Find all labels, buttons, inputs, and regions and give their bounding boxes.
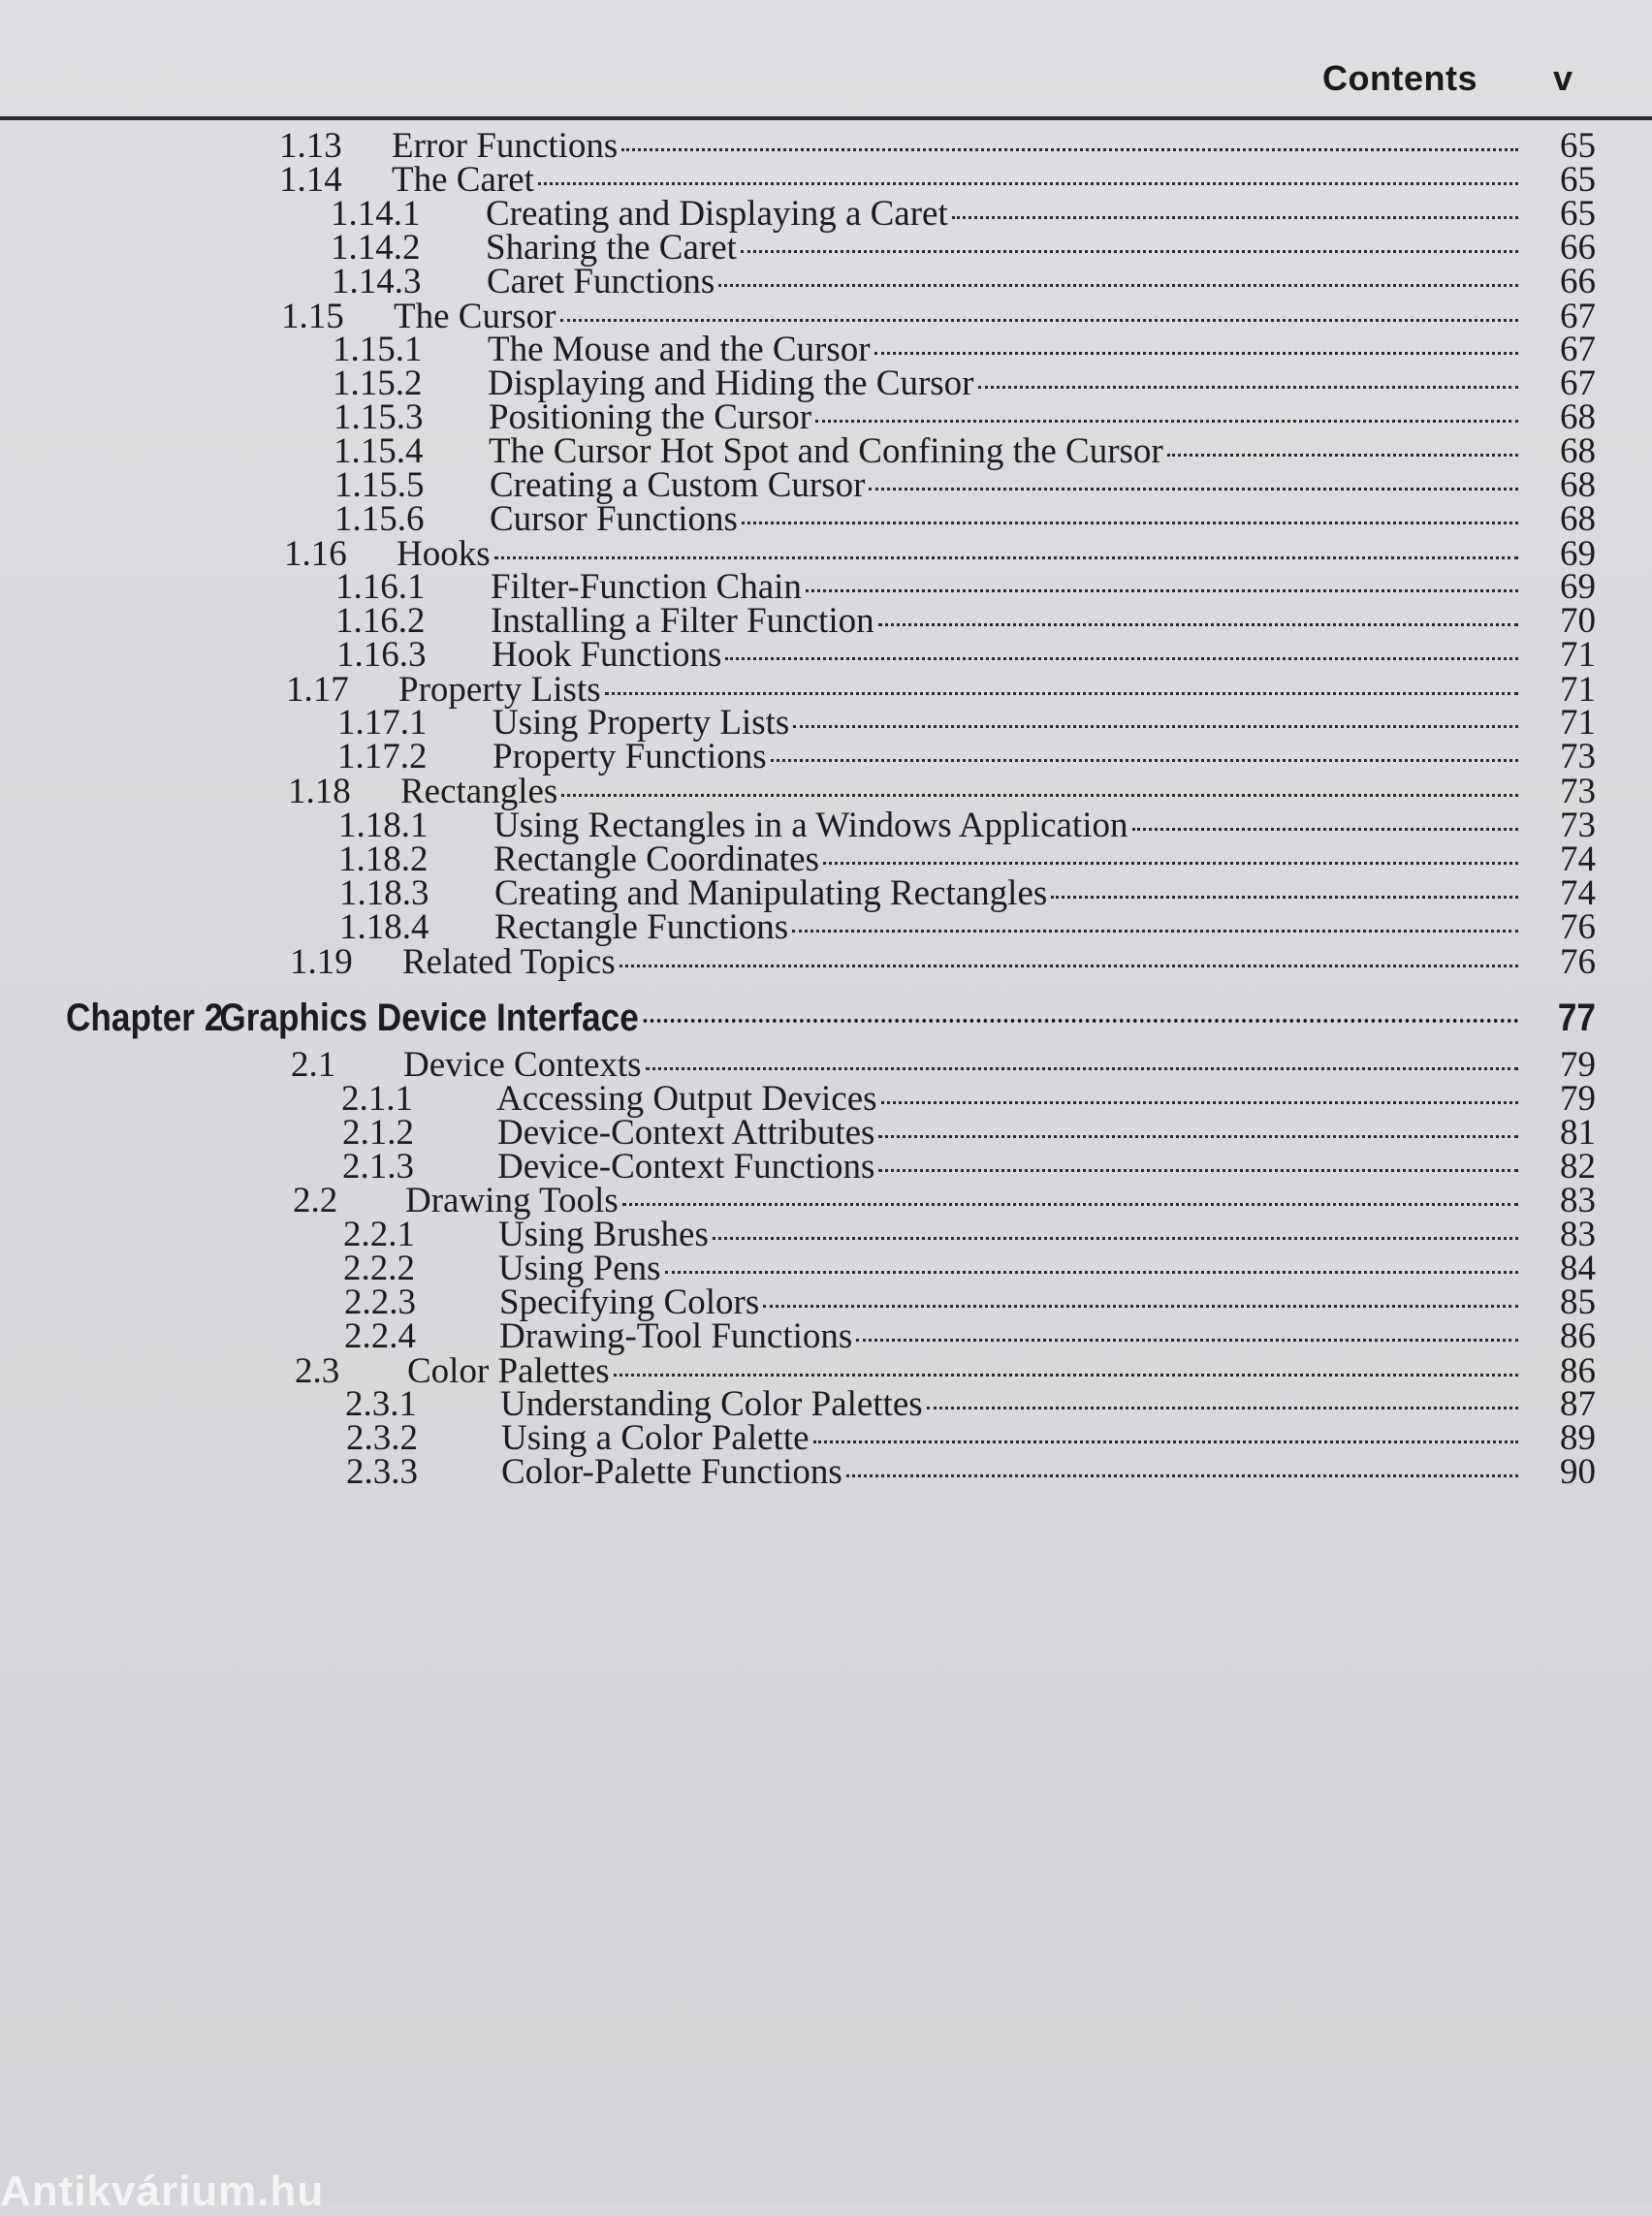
section-number: 1.16.3 <box>336 635 427 675</box>
section-title: Cursor Functions <box>490 499 738 539</box>
page-number: 73 <box>1560 772 1596 811</box>
header-page-number: v <box>1552 58 1573 98</box>
section-number: 1.17.1 <box>337 703 428 743</box>
section-number: 1.18 <box>288 772 351 811</box>
section-title: Using Property Lists <box>492 703 790 743</box>
section-title: Device-Context Attributes <box>497 1113 875 1153</box>
section-title: Using a Color Palette <box>501 1418 810 1458</box>
chapter-label: Chapter 2 <box>66 997 224 1039</box>
section-title: Using Brushes <box>498 1215 709 1254</box>
dot-leader <box>561 794 1518 797</box>
section-title: The Cursor <box>394 297 556 336</box>
dot-leader <box>846 1474 1518 1477</box>
page-number: 68 <box>1560 431 1596 471</box>
page-number: 79 <box>1560 1079 1596 1119</box>
section-number: 1.15.2 <box>333 364 423 403</box>
section-title: Error Functions <box>392 126 619 166</box>
section-title: Displaying and Hiding the Cursor <box>488 364 974 403</box>
section-title: Installing a Filter Function <box>491 601 874 641</box>
dot-leader <box>952 216 1518 219</box>
page-number: 71 <box>1560 635 1596 675</box>
running-header <box>0 39 1652 120</box>
page-number: 76 <box>1560 907 1596 947</box>
dot-leader <box>874 352 1518 355</box>
toc-subsection-row <box>346 1448 1596 1497</box>
section-number: 1.18.4 <box>339 907 429 947</box>
dot-leader <box>665 1271 1518 1274</box>
section-title: The Cursor Hot Spot and Confining the Cursor <box>489 431 1163 471</box>
dot-leader <box>793 725 1518 728</box>
dot-leader <box>815 420 1518 423</box>
page-number: 69 <box>1560 534 1596 574</box>
section-title: Drawing Tools <box>405 1181 619 1220</box>
dot-leader <box>713 1237 1518 1240</box>
section-number: 1.18.2 <box>338 839 429 879</box>
page-number: 76 <box>1560 942 1596 982</box>
section-title: Using Pens <box>498 1249 661 1288</box>
section-title: The Caret <box>392 160 534 200</box>
section-title: Using Rectangles in a Windows Application <box>493 806 1128 845</box>
section-number: 2.3.1 <box>345 1384 417 1424</box>
dot-leader <box>978 386 1518 389</box>
page-number: 67 <box>1560 330 1596 369</box>
dot-leader <box>644 1019 1519 1023</box>
section-number: 2.3 <box>295 1351 340 1391</box>
page-number: 87 <box>1560 1384 1596 1424</box>
section-number: 2.2.3 <box>344 1282 416 1322</box>
header-title: Contents <box>1322 58 1477 98</box>
page-number: 68 <box>1560 397 1596 437</box>
dot-leader <box>620 965 1518 967</box>
section-title: Specifying Colors <box>499 1282 760 1322</box>
section-number: 1.16.2 <box>335 601 426 641</box>
page-number: 81 <box>1560 1113 1596 1153</box>
section-number: 2.2.2 <box>343 1249 415 1288</box>
section-number: 2.3.2 <box>346 1418 418 1458</box>
dot-leader <box>806 589 1518 592</box>
dot-leader <box>725 657 1518 660</box>
page-number: 86 <box>1560 1316 1596 1356</box>
dot-leader <box>878 1135 1518 1138</box>
page-number: 65 <box>1560 126 1596 166</box>
section-title: Creating and Manipulating Rectangles <box>494 873 1048 913</box>
section-number: 2.1.1 <box>341 1079 413 1119</box>
page-number: 73 <box>1560 806 1596 845</box>
section-number: 1.17.2 <box>337 737 428 776</box>
section-title: Rectangle Coordinates <box>493 839 819 879</box>
page-number: 89 <box>1560 1418 1596 1458</box>
section-title: Device-Context Functions <box>497 1147 875 1187</box>
dot-leader <box>742 522 1518 524</box>
section-number: 1.15 <box>281 297 344 336</box>
page-number: 68 <box>1560 499 1596 539</box>
toc-chapter-row <box>66 991 1596 1045</box>
page-number: 82 <box>1560 1147 1596 1187</box>
page-number: 74 <box>1560 839 1596 879</box>
dot-leader <box>621 148 1518 151</box>
section-title: Related Topics <box>402 942 616 982</box>
section-title: Caret Functions <box>487 262 715 301</box>
toc-section-row <box>290 938 1596 987</box>
section-title: Positioning the Cursor <box>489 397 812 437</box>
section-title: Drawing-Tool Functions <box>499 1316 853 1356</box>
dot-leader <box>1051 896 1518 899</box>
dot-leader <box>718 284 1518 287</box>
dot-leader <box>771 759 1518 762</box>
page-number: 90 <box>1560 1452 1596 1492</box>
page-number: 67 <box>1560 297 1596 336</box>
section-title: Color-Palette Functions <box>501 1452 842 1492</box>
section-title: Device Contexts <box>403 1045 642 1085</box>
section-title: Property Functions <box>492 737 767 776</box>
section-number: 1.15.3 <box>334 397 424 437</box>
page-number: 70 <box>1560 601 1596 641</box>
section-number: 2.1.2 <box>342 1113 414 1153</box>
dot-leader <box>1167 454 1518 457</box>
section-title: Rectangles <box>400 772 558 811</box>
section-number: 2.3.3 <box>346 1452 418 1492</box>
watermark: Antikvárium.hu <box>0 2168 325 2215</box>
section-number: 2.2.1 <box>343 1215 415 1254</box>
dot-leader <box>494 556 1518 559</box>
dot-leader <box>605 692 1518 695</box>
dot-leader <box>763 1305 1518 1308</box>
page-number: 67 <box>1560 364 1596 403</box>
section-title: Accessing Output Devices <box>496 1079 877 1119</box>
page-number: 73 <box>1560 737 1596 776</box>
section-number: 1.15.4 <box>334 431 424 471</box>
section-number: 2.2.4 <box>344 1316 416 1356</box>
section-title: Sharing the Caret <box>486 228 737 268</box>
page-number: 66 <box>1560 262 1596 301</box>
section-number: 1.17 <box>286 670 349 710</box>
dot-leader <box>741 250 1518 253</box>
page-number: 84 <box>1560 1249 1596 1288</box>
section-number: 1.15.1 <box>333 330 423 369</box>
dot-leader <box>614 1374 1518 1377</box>
dot-leader <box>646 1067 1518 1070</box>
section-title: The Mouse and the Cursor <box>488 330 871 369</box>
section-number: 1.16 <box>284 534 347 574</box>
dot-leader <box>823 862 1518 865</box>
page-number: 79 <box>1560 1045 1596 1085</box>
section-number: 1.14.2 <box>331 228 421 268</box>
page-number: 66 <box>1560 228 1596 268</box>
page-number: 71 <box>1560 703 1596 743</box>
dot-leader <box>878 623 1518 626</box>
dot-leader <box>927 1407 1518 1409</box>
section-number: 2.1 <box>291 1045 336 1085</box>
section-title: Creating a Custom Cursor <box>490 465 866 505</box>
section-title: Understanding Color Palettes <box>500 1384 923 1424</box>
page-number: 83 <box>1560 1215 1596 1254</box>
section-number: 1.14.1 <box>331 194 421 234</box>
section-number: 2.1.3 <box>342 1147 414 1187</box>
section-number: 1.19 <box>290 942 353 982</box>
dot-leader <box>538 182 1518 185</box>
section-number: 1.15.6 <box>334 499 425 539</box>
page-number: 83 <box>1560 1181 1596 1220</box>
section-title: Filter-Function Chain <box>491 567 802 607</box>
dot-leader <box>881 1101 1518 1104</box>
dot-leader <box>560 319 1519 322</box>
page-number: 85 <box>1560 1282 1596 1322</box>
chapter-title: Graphics Device Interface <box>219 997 639 1039</box>
dot-leader <box>1132 828 1519 831</box>
page-number: 68 <box>1560 465 1596 505</box>
section-number: 1.15.5 <box>334 465 425 505</box>
section-number: 1.13 <box>279 126 342 166</box>
section-title: Property Lists <box>398 670 601 710</box>
section-number: 1.14.3 <box>332 262 422 301</box>
page-number: 71 <box>1560 670 1596 710</box>
page-number: 74 <box>1560 873 1596 913</box>
section-title: Hook Functions <box>492 635 722 675</box>
section-number: 1.18.1 <box>338 806 429 845</box>
section-number: 1.18.3 <box>339 873 429 913</box>
section-title: Color Palettes <box>407 1351 610 1391</box>
section-title: Creating and Displaying a Caret <box>486 194 948 234</box>
section-title: Rectangle Functions <box>494 907 789 947</box>
dot-leader <box>813 1440 1518 1443</box>
page-number: 65 <box>1560 194 1596 234</box>
dot-leader <box>869 488 1518 491</box>
page-number: 86 <box>1560 1351 1596 1391</box>
section-title: Hooks <box>397 534 491 574</box>
page-number: 77 <box>1557 997 1596 1039</box>
section-number: 2.2 <box>293 1181 338 1220</box>
section-number: 1.16.1 <box>335 567 426 607</box>
dot-leader <box>878 1169 1518 1172</box>
dot-leader <box>856 1339 1518 1342</box>
section-number: 1.14 <box>279 160 342 200</box>
page-number: 65 <box>1560 160 1596 200</box>
dot-leader <box>792 930 1518 933</box>
dot-leader <box>622 1203 1518 1206</box>
page-number: 69 <box>1560 567 1596 607</box>
